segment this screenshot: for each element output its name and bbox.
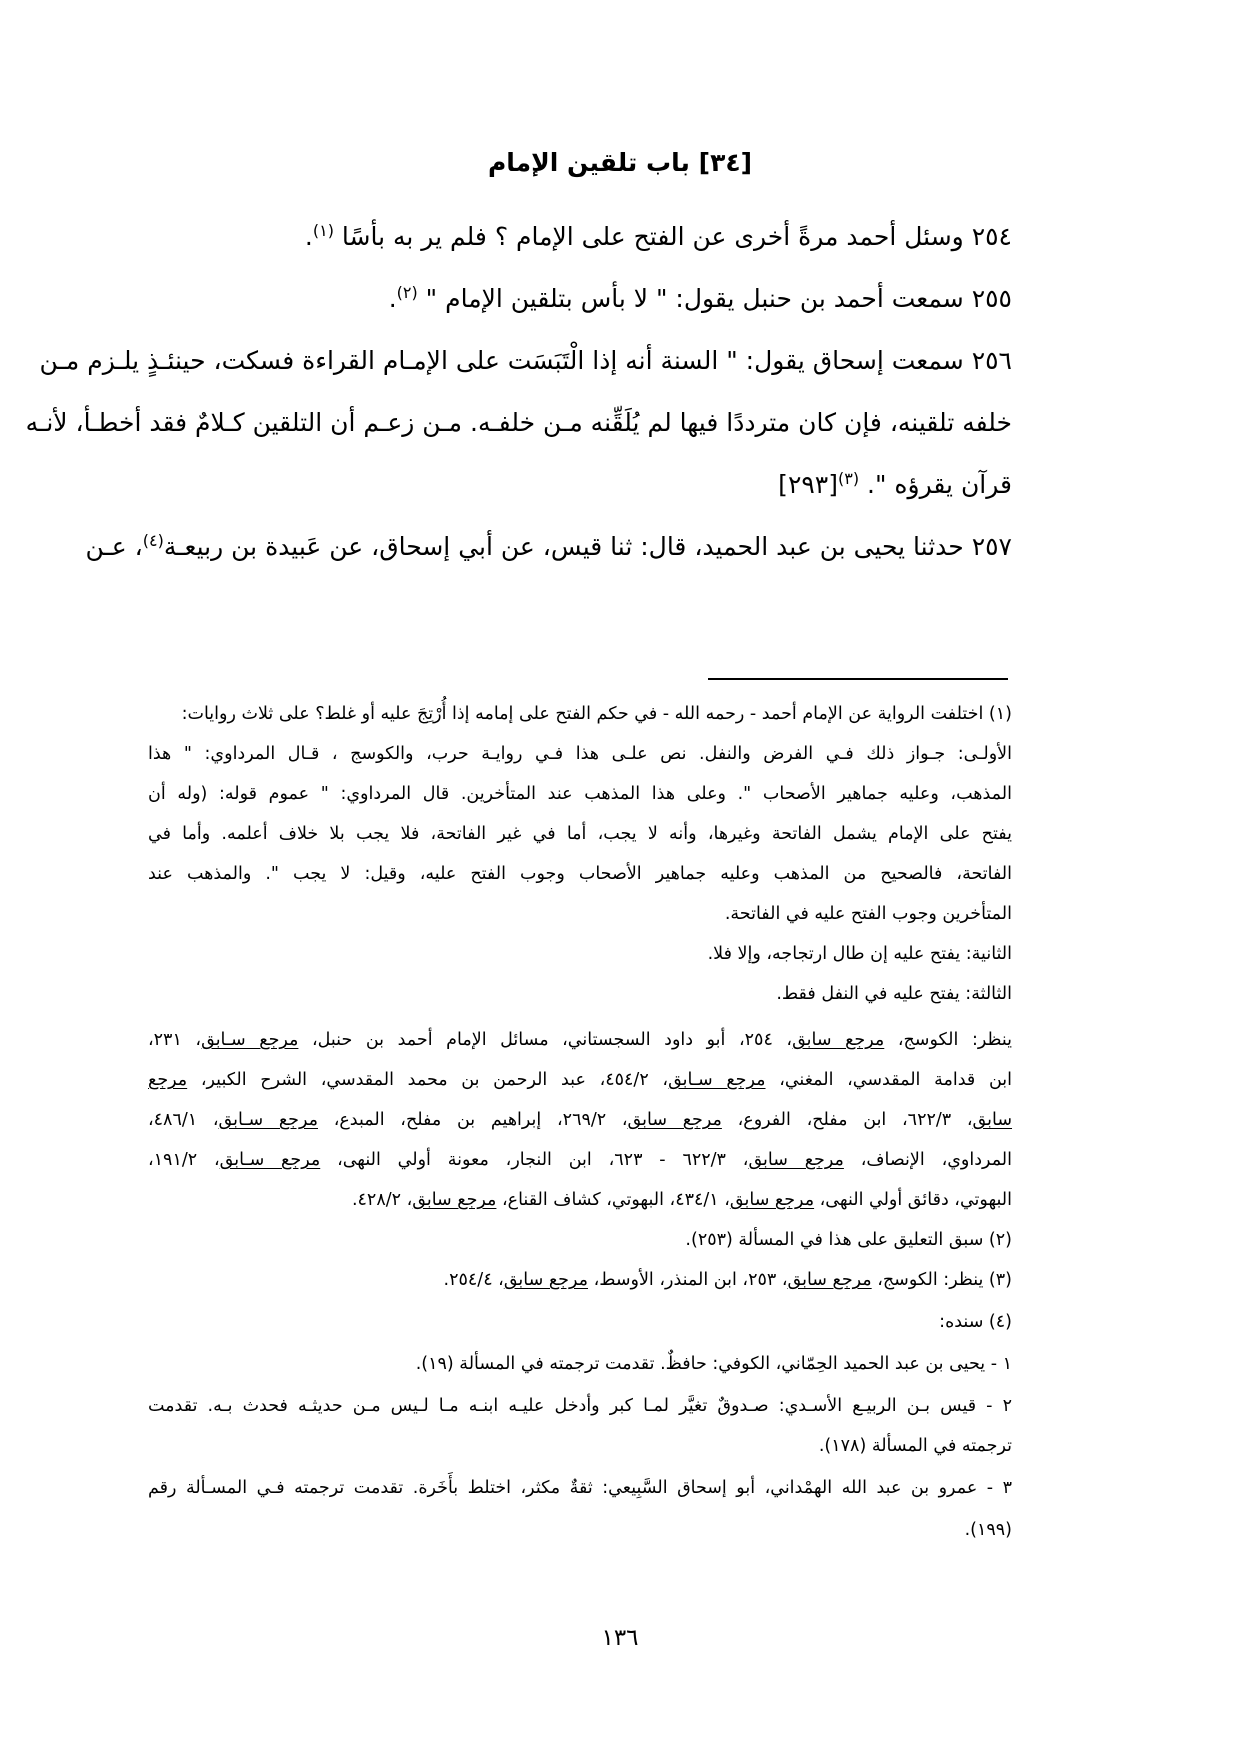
- footnote-4-line: ١ - يحيى بن عبد الحميد الحِمّاني، الكوفي: حافظٌ. تقدمت ترجمته في المسألة (١٩).: [415, 1354, 1012, 1374]
- reference-text: ، ١٩١/٢،: [148, 1150, 220, 1170]
- reference-citation: مرجع سابق: [787, 1270, 872, 1290]
- paragraph-tail: .: [388, 284, 397, 313]
- footnote-3: [148, 1272, 1012, 1290]
- paragraph-text: ٢٥٤ وسئل أحمد مرةً أخرى عن الفتح على الإمام ؟ فلم ير به بأسًا: [333, 222, 1012, 251]
- reference-line: [148, 1152, 1012, 1170]
- reference-citation: سابق: [972, 1110, 1013, 1130]
- reference-citation: مرجع سابق: [748, 1150, 844, 1170]
- reference-text: ، ٢٥٤/٤.: [443, 1270, 504, 1290]
- reference-text: ، ٢٥٤، أبو داود السجستاني، مسائل الإمام أحمد بن حنبل،: [298, 1030, 793, 1050]
- reference-citation: مرجع سـابق: [668, 1070, 766, 1090]
- paragraph-text: ٢٥٧ حدثنا يحيى بن عبد الحميد، قال: ثنا قيس، عن أبي إسحاق، عن عَبيدة بن ربيعـة: [163, 532, 1012, 561]
- reference-citation: مرجع سـابق: [219, 1150, 321, 1170]
- footnote-4-line: (٤) سنده:: [939, 1312, 1012, 1332]
- footnote-1-line: الأولـى: جـواز ذلك فـي الفرض والنفل. نص علـى هذا فـي روايـة حرب، والكوسج ، قـال المرداوي: " هذا: [148, 744, 1012, 764]
- footnote-ref-2: (٢): [396, 283, 418, 302]
- footnote-4-line: (١٩٩).: [964, 1520, 1012, 1540]
- paragraph-254: [152, 221, 1012, 251]
- footnote-1-line: الثالثة: يفتح عليه في النفل فقط.: [776, 984, 1012, 1004]
- reference-citation: مرجع سابق: [412, 1190, 497, 1210]
- reference-citation: مرجع سابق: [627, 1110, 722, 1130]
- reference-citation: مرجع سابق: [792, 1030, 885, 1050]
- footnote-1-line: المذهب، وعليه جماهير الأصحاب ". وعلى هذا المذهب عند المتأخرين. قال المرداوي: " عموم قوله: (وله أن: [148, 784, 1012, 804]
- section-title: [٣٤] باب تلقين الإمام: [487, 148, 753, 177]
- reference-citation: مرجع سابق: [503, 1270, 589, 1290]
- footnote-1-line: الثانية: يفتح عليه إن طال ارتجاجه، وإلا فلا.: [707, 944, 1012, 964]
- footnote-ref-4: (٤): [142, 531, 164, 550]
- folio-marker: [٢٩٣]: [778, 470, 838, 499]
- reference-text: ، ٢٦٩/٢، إبراهيم بن مفلح، المبدع،: [318, 1110, 628, 1130]
- paragraph-text: قرآن يقرؤه ".: [859, 470, 1012, 499]
- paragraph-256-line-1: ٢٥٦ سمعت إسحاق يقول: " السنة أنه إذا الْتَبَسَت على الإمـام القراءة فسكت، حينئـذٍ يلـزم مـن: [39, 346, 1012, 375]
- paragraph-255: [152, 283, 1012, 313]
- paragraph-257: [85, 531, 1012, 561]
- reference-text: البهوتي، دقائق أولي النهى،: [814, 1190, 1012, 1210]
- footnote-separator: [708, 678, 1008, 680]
- footnote-4-line: ٢ - قيس بـن الربيـع الأسـدي: صـدوقٌ تغيَّر لمـا كبر وأدخل عليـه ابنـه مـا لـيس مـن حديثـه فحدث بـه. تقدمت: [148, 1396, 1012, 1416]
- reference-text: ، ٤٨٦/١،: [148, 1110, 219, 1130]
- reference-text: ، ٢٥٣، ابن المنذر، الأوسط،: [588, 1270, 788, 1290]
- footnote-1-line: الفاتحة، فالصحيح من المذهب وعليه جماهير الأصحاب وجوب الفتح عليه، وقيل: لا يجب ". والمذهب عند: [148, 864, 1012, 884]
- footnote-2: (٢) سبق التعليق على هذا في المسألة (٢٥٣).: [685, 1230, 1012, 1250]
- reference-citation: مرجع سـابق: [201, 1030, 299, 1050]
- paragraph-256-line-3: [152, 469, 1012, 499]
- reference-line: [148, 1032, 1012, 1050]
- reference-text: ينظر: الكوسج،: [884, 1030, 1012, 1050]
- reference-line: [148, 1112, 1012, 1130]
- paragraph-tail: ، عـن: [85, 532, 143, 561]
- reference-text: ابن قدامة المقدسي، المغني،: [765, 1070, 1013, 1090]
- reference-text: المرداوي، الإنصاف،: [843, 1150, 1013, 1170]
- paragraph-tail: .: [304, 222, 313, 251]
- footnote-1-line: المتأخرين وجوب الفتح عليه في الفاتحة.: [724, 904, 1012, 924]
- reference-line: [148, 1192, 1012, 1210]
- footnote-1-line: يفتح على الإمام يشمل الفاتحة وغيرها، وأنه لا يجب، أما في غير الفاتحة، فلا يجب بلا خلاف أعلمه. وأما في: [148, 824, 1012, 844]
- paragraph-256-line-2: خلفه تلقينه، فإن كان مترددًا فيها لم يُلَقِّنه مـن خلفـه. مـن زعـم أن التلقين كـلامٌ فقد أخطـأ، لأنـه: [25, 408, 1012, 437]
- reference-text: ، ٤٥٤/٢، عبد الرحمن بن محمد المقدسي، الشرح الكبير،: [187, 1070, 669, 1090]
- footnote-4-line: ترجمته في المسألة (١٧٨).: [818, 1436, 1012, 1456]
- footnote-ref-1: (١): [312, 221, 334, 240]
- reference-text: ، ٤٢٨/٢.: [351, 1190, 413, 1210]
- reference-text: ، ٦٢٢/٣، ابن مفلح، الفروع،: [721, 1110, 973, 1130]
- footnote-1-line: (١) اختلفت الرواية عن الإمام أحمد - رحمه الله - في حكم الفتح على إمامه إذا أُرْتِجَ عليه أو غلط؟ على ثلاث روايات:: [181, 704, 1012, 724]
- reference-citation: مرجع سـابق: [218, 1110, 318, 1130]
- reference-text: ، ٤٣٤/١، البهوتي، كشاف القناع،: [496, 1190, 730, 1210]
- footnote-ref-3: (٣): [838, 469, 860, 488]
- footnote-4-line: ٣ - عمرو بن عبد الله الهمْداني، أبو إسحاق السَّبِيعي: ثقةٌ مكثر، اختلط بأَخَرة. تقدمت ترجمته فـي المسـألة رقم: [148, 1478, 1012, 1498]
- reference-citation: مرجع: [148, 1070, 188, 1090]
- reference-text: (٣) ينظر: الكوسج،: [871, 1270, 1012, 1290]
- reference-line: [148, 1072, 1012, 1090]
- reference-text: ، ٢٣١،: [148, 1030, 202, 1050]
- paragraph-text: ٢٥٥ سمعت أحمد بن حنبل يقول: " لا بأس بتلقين الإمام ": [417, 284, 1012, 313]
- reference-citation: مرجع سابق: [729, 1190, 815, 1210]
- page-number: ١٣٦: [601, 1625, 639, 1651]
- reference-text: ، ٦٢٢/٣ - ٦٢٣، ابن النجار، معونة أولي النهى،: [320, 1150, 749, 1170]
